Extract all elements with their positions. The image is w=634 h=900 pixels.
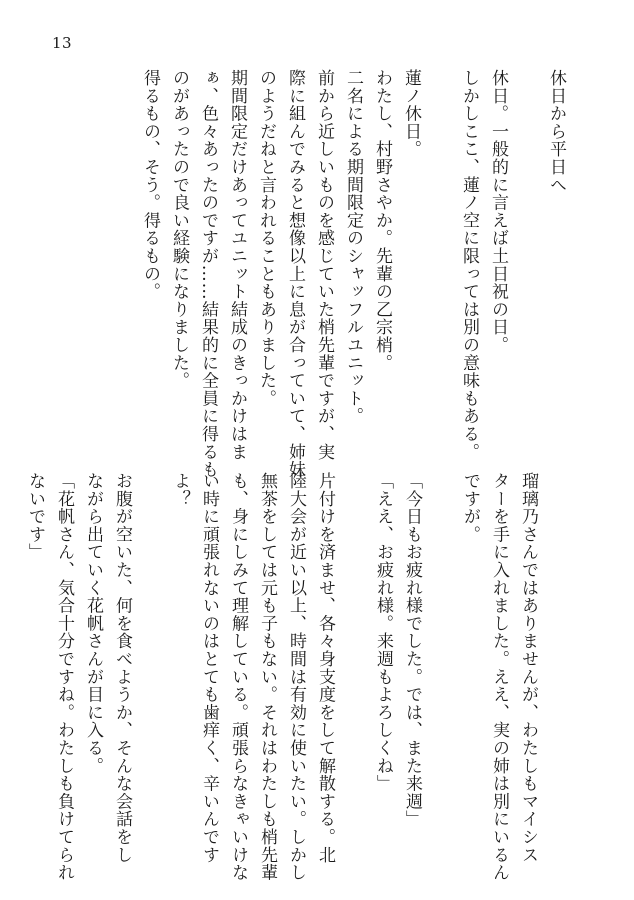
text-line: 際に組んでみると想像以上に息が合っていて、姉妹: [285, 69, 305, 479]
text-line: 二名による期間限定のシャッフルユニット。: [343, 69, 363, 425]
text-line: 前から近しいものを感じていた梢先輩ですが、実: [314, 69, 334, 461]
page-number: 13: [52, 34, 73, 52]
text-line: も、身にしみて理解している。頑張らなきゃいけな: [228, 472, 248, 882]
text-line: 「花帆さん、気合十分ですね。わたしも負けてられ: [54, 472, 74, 882]
text-line: お腹が空いた、何を食べようか、そんな会話をし: [112, 472, 132, 864]
text-line: 休日から平日へ: [546, 69, 566, 194]
text-line: しかしここ、蓮ノ空に限っては別の意味もある。: [459, 69, 479, 461]
text-line: ですが。: [460, 472, 480, 544]
top-text-block: [120, 69, 570, 479]
text-line: 蓮ノ休日。: [401, 69, 421, 158]
text-line: 「今日もお疲れ様でした。では、また来週」: [402, 472, 422, 828]
text-line: 瑠璃乃さんではありませんが、わたしもマイシス: [518, 472, 538, 864]
text-line: ないです」: [25, 472, 45, 561]
text-line: 無茶をしては元も子もない。それはわたしも梢先輩: [257, 472, 277, 882]
text-line: 片付けを済ませ、各々身支度をして解散する。北: [315, 472, 335, 864]
text-line: 休日。一般的に言えば土日祝の日。: [488, 69, 508, 354]
text-line: 得るもの、そう。得るもの。: [140, 69, 160, 301]
text-line: ぁ、色々あったのですが……結果的に全員に得るも: [198, 69, 218, 479]
text-line: 期間限定だけあってユニット結成のきっかけはま: [227, 69, 247, 461]
bottom-text-block: [25, 472, 542, 882]
text-line: 「ええ、お疲れ様。来週もよろしくね」: [373, 472, 393, 793]
text-line: ターを手に入れました。ええ、実の姉は別にいるん: [489, 472, 509, 882]
text-line: よ？: [170, 472, 190, 508]
text-line: 陸大会が近い以上、時間は有効に使いたい。しかし: [286, 472, 306, 882]
text-line: わたし、村野さやか。先輩の乙宗梢。: [372, 69, 392, 372]
text-line: い時に頑張れないのはとても歯痒く、辛いんです: [199, 472, 219, 864]
text-line: のようだねと言われることもありました。: [256, 69, 276, 408]
text-line: ながら出ていく花帆さんが目に入る。: [83, 472, 103, 775]
text-line: のがあったので良い経験になりました。: [169, 69, 189, 390]
